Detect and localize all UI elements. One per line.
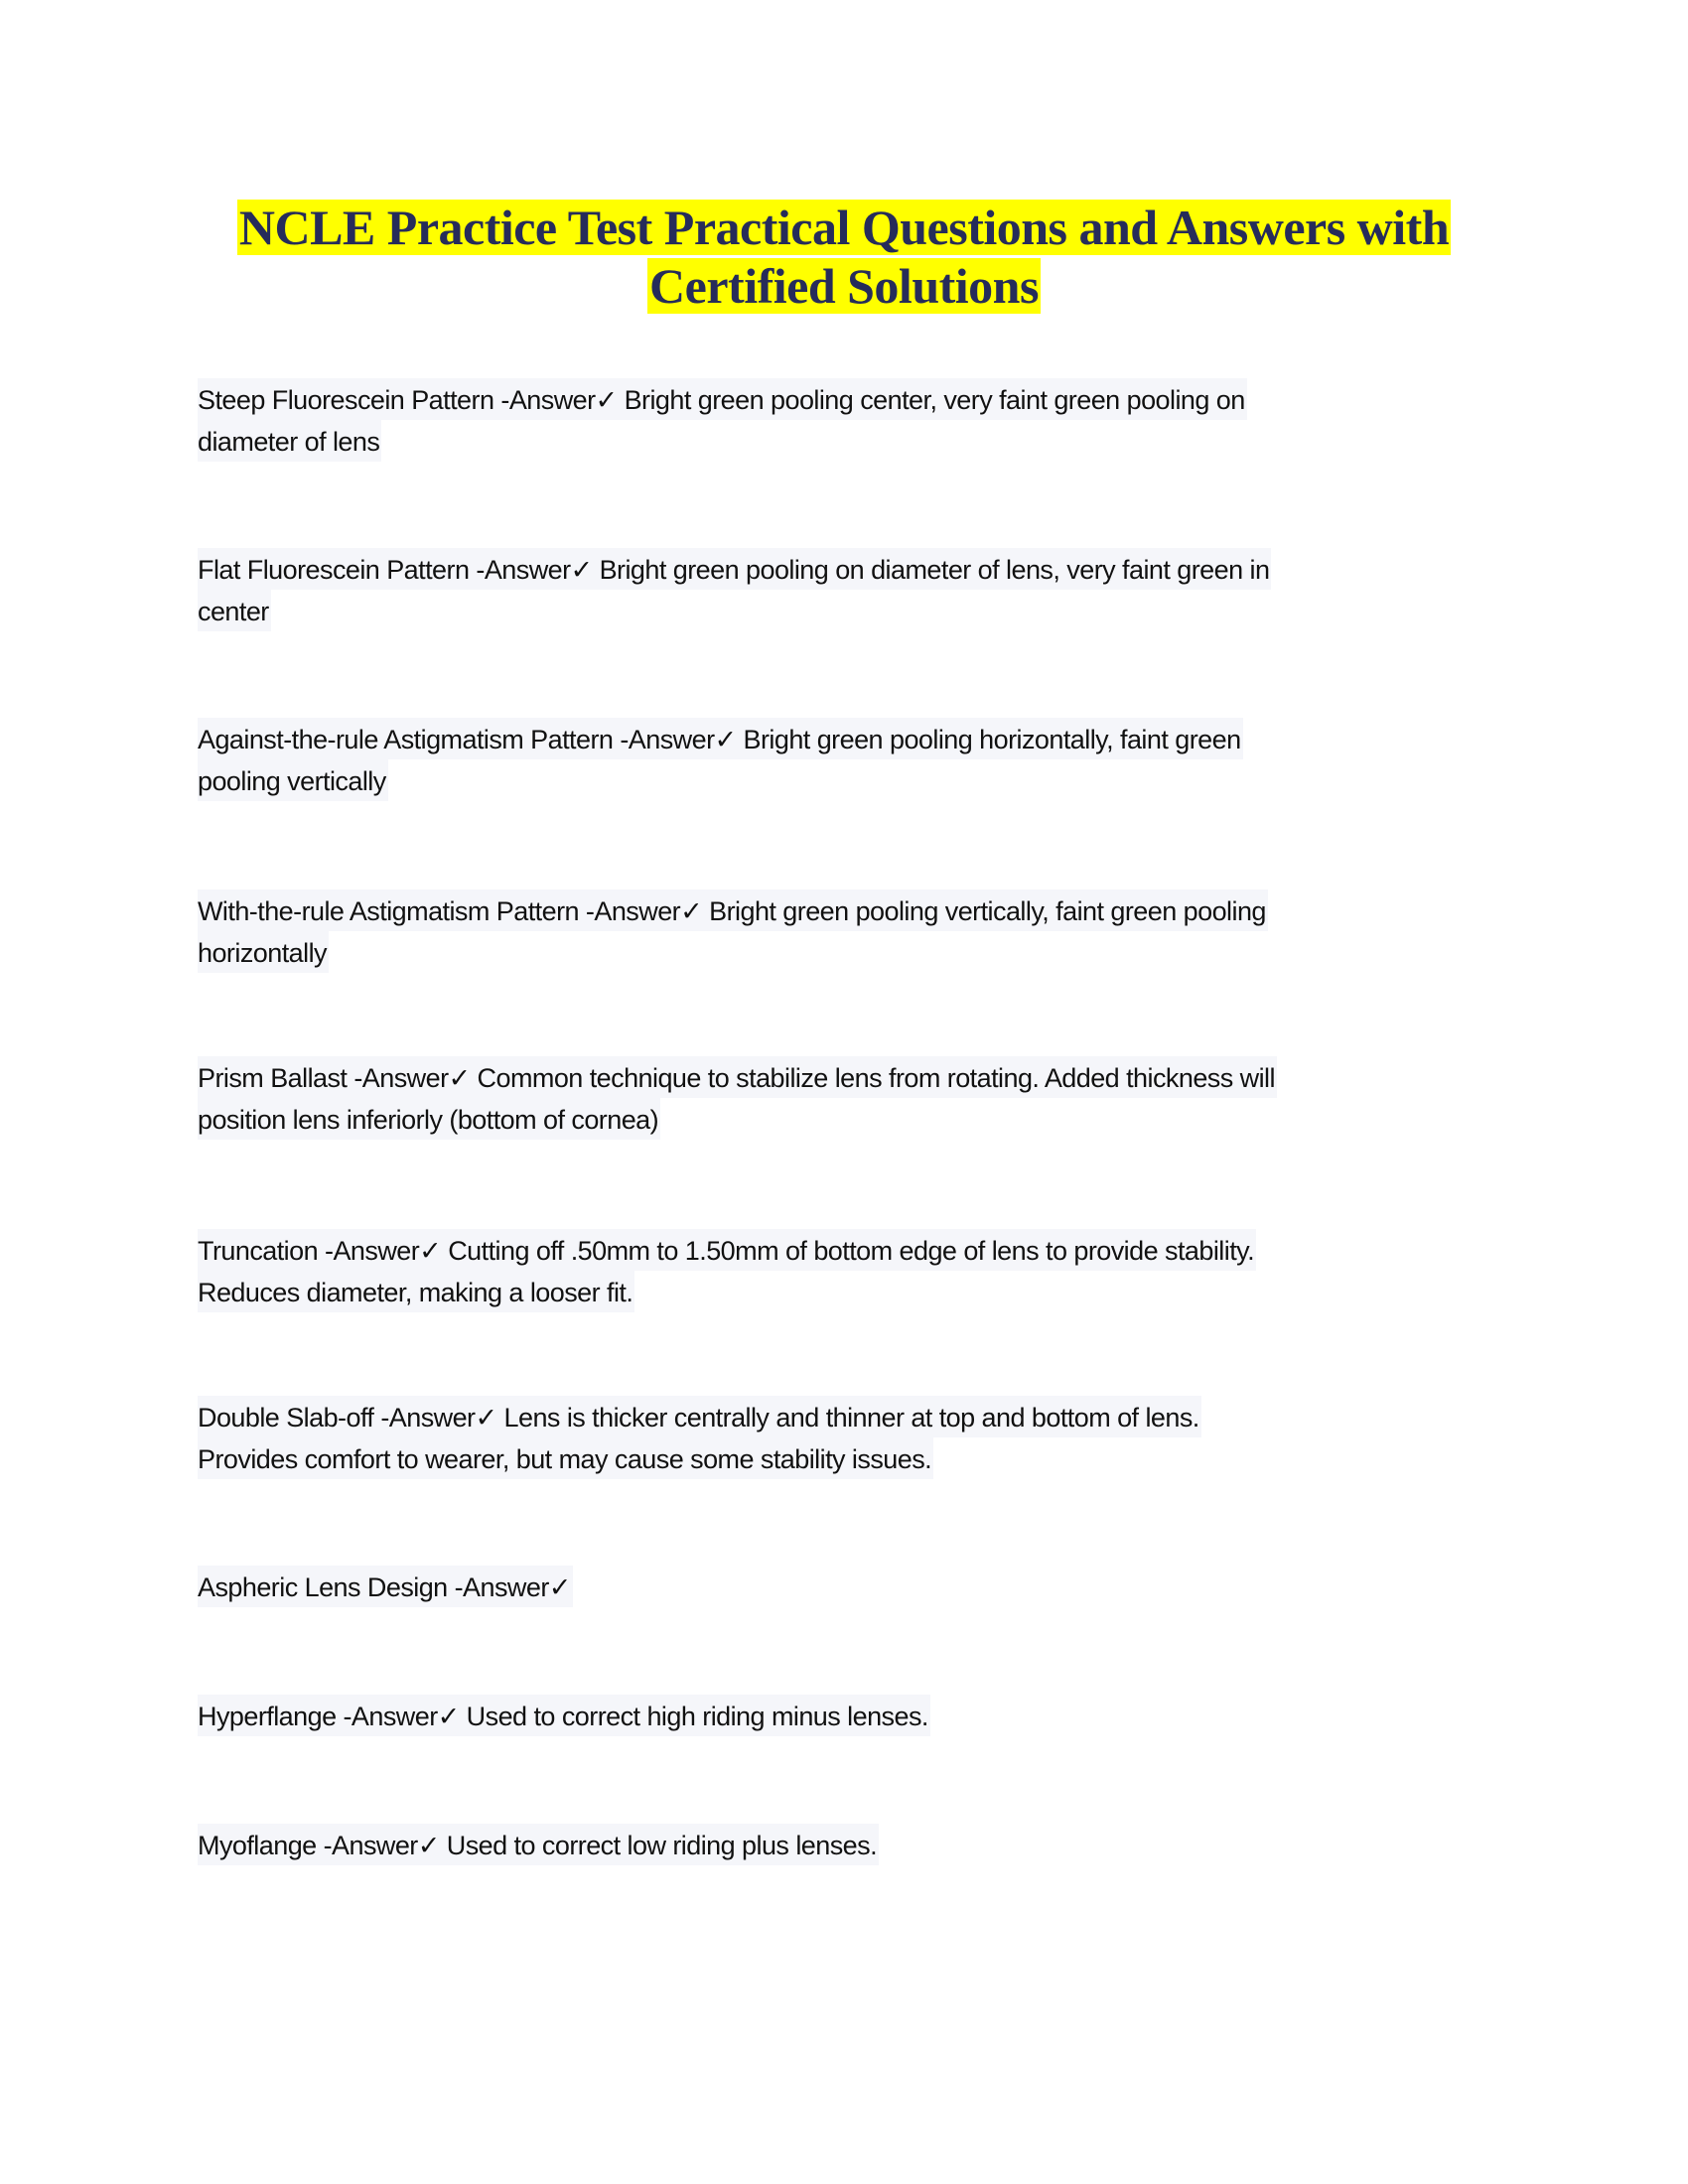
qa-line: Aspheric Lens Design -Answer✓ bbox=[198, 1566, 573, 1607]
qa-line: horizontally bbox=[198, 931, 329, 973]
qa-item-flat-fluorescein-pattern bbox=[198, 548, 1271, 631]
qa-item-hyperflange bbox=[198, 1695, 930, 1736]
qa-line: Prism Ballast -Answer✓ Common technique to stabilize lens from rotating. Added thickness will bbox=[198, 1056, 1277, 1098]
document-title bbox=[0, 199, 1688, 316]
qa-line: center bbox=[198, 590, 271, 631]
qa-line: Truncation -Answer✓ Cutting off .50mm to 1.50mm of bottom edge of lens to provide stability. bbox=[198, 1229, 1256, 1271]
qa-line: diameter of lens bbox=[198, 420, 381, 462]
qa-item-myoflange bbox=[198, 1824, 879, 1865]
qa-item-double-slab-off bbox=[198, 1396, 1201, 1479]
qa-line: With-the-rule Astigmatism Pattern -Answer✓ Bright green pooling vertically, faint green pooling bbox=[198, 889, 1268, 931]
qa-line: pooling vertically bbox=[198, 759, 388, 801]
qa-item-truncation bbox=[198, 1229, 1256, 1312]
qa-line: Provides comfort to wearer, but may cause some stability issues. bbox=[198, 1437, 933, 1479]
qa-item-with-the-rule-astigmatism bbox=[198, 889, 1268, 973]
qa-line: Steep Fluorescein Pattern -Answer✓ Bright green pooling center, very faint green pooling on bbox=[198, 378, 1247, 420]
qa-line: Double Slab-off -Answer✓ Lens is thicker centrally and thinner at top and bottom of lens. bbox=[198, 1396, 1201, 1437]
qa-line: Flat Fluorescein Pattern -Answer✓ Bright green pooling on diameter of lens, very faint green in bbox=[198, 548, 1271, 590]
qa-item-prism-ballast bbox=[198, 1056, 1277, 1140]
title-line-2: Certified Solutions bbox=[649, 258, 1039, 314]
qa-line: Myoflange -Answer✓ Used to correct low riding plus lenses. bbox=[198, 1824, 879, 1865]
qa-line: Reduces diameter, making a looser fit. bbox=[198, 1271, 634, 1312]
title-line-1: NCLE Practice Test Practical Questions and Answers with bbox=[238, 200, 1450, 255]
qa-item-aspheric-lens-design bbox=[198, 1566, 573, 1607]
qa-item-steep-fluorescein-pattern bbox=[198, 378, 1247, 462]
qa-line: position lens inferiorly (bottom of cornea) bbox=[198, 1098, 660, 1140]
qa-line: Against-the-rule Astigmatism Pattern -Answer✓ Bright green pooling horizontally, faint green bbox=[198, 718, 1243, 759]
qa-line: Hyperflange -Answer✓ Used to correct high riding minus lenses. bbox=[198, 1695, 930, 1736]
qa-item-against-the-rule-astigmatism bbox=[198, 718, 1243, 801]
